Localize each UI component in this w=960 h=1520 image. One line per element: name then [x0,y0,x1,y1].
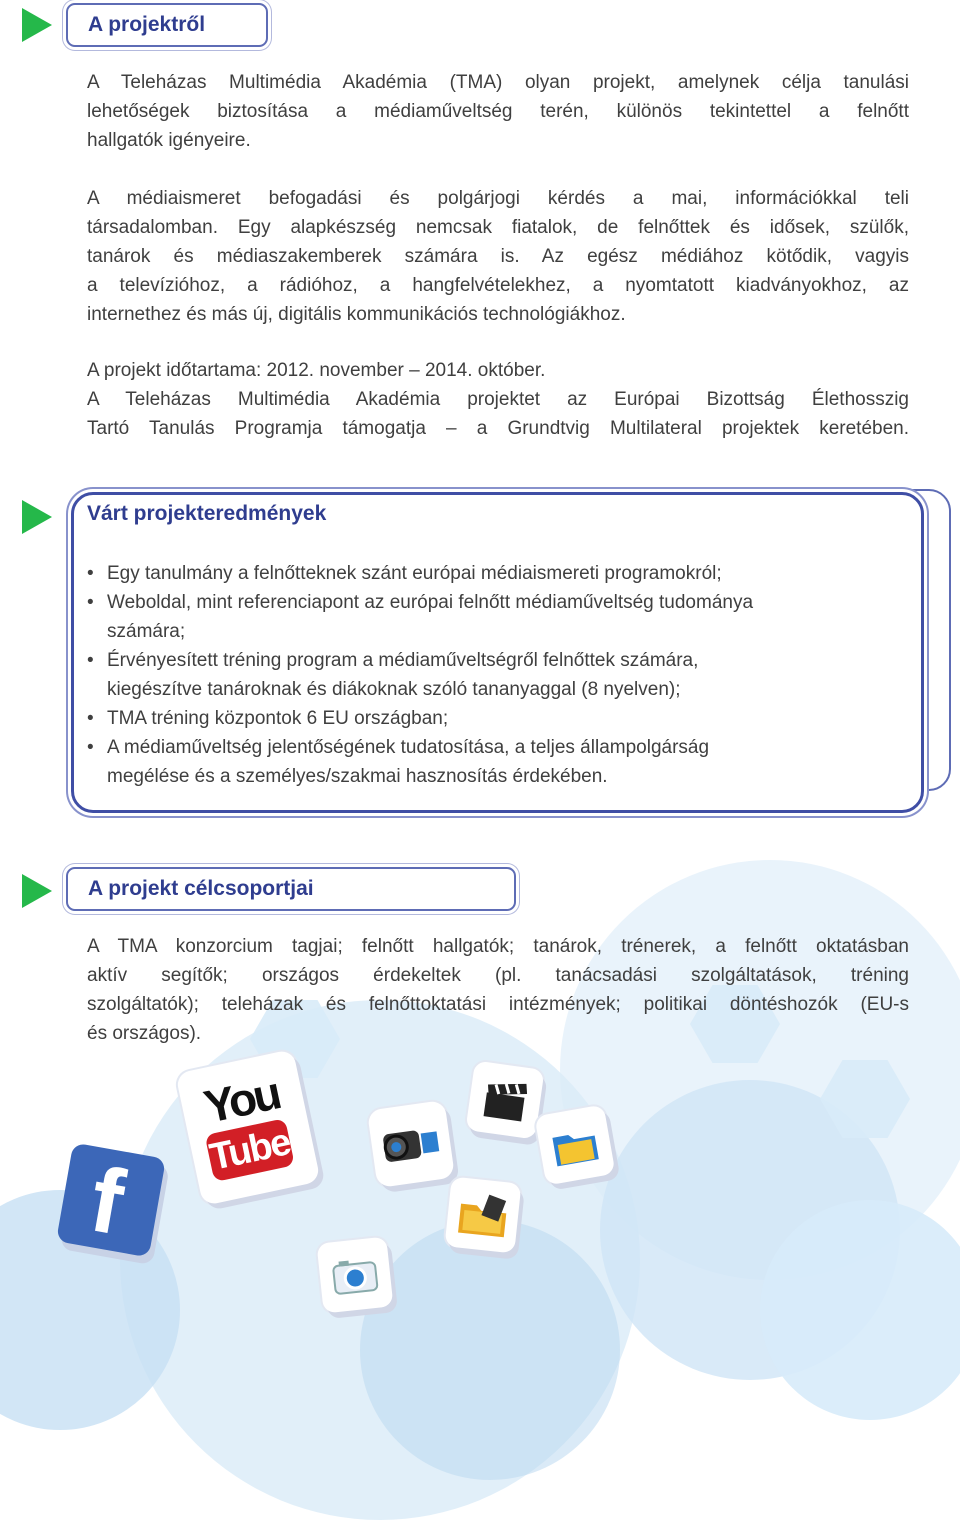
list-item [87,646,907,704]
text-line: A projekt időtartama: 2012. november – 2014. október. [87,360,546,381]
text-line: kiegészítve tanároknak és diákoknak szóló tananyaggal (8 nyelven); [107,679,681,700]
results-list [87,559,907,791]
text-line: • Weboldal, mint referenciapont az európai felnőtt médiaműveltség tudománya [107,592,754,613]
green-arrow-icon [22,8,52,42]
list-item [87,733,907,791]
duration-paragraph [87,356,909,443]
section-title: A projektről [88,13,206,36]
text-line: lehetőségek biztosítása a médiaműveltség terén, különös tekintettel a felnőtt [87,101,909,122]
green-arrow-icon [22,874,52,908]
media-paragraph [87,184,909,329]
target-groups-paragraph [87,932,909,1048]
text-line: Tartó Tanulás Programja támogatja – a Grundtvig Multilateral projektek keretében. [87,418,909,439]
text-line: A médiaismeret befogadási és polgárjogi kérdés a mai, információkkal teli [87,188,909,209]
folder-icon [534,1104,615,1185]
green-arrow-icon [22,500,52,534]
list-item [87,704,907,733]
youtube-tube-text: Tube [205,1118,295,1182]
text-line: • TMA tréning központok 6 EU országban; [107,708,449,729]
youtube-you-text: You [199,1066,284,1133]
background-bubble [760,1200,960,1420]
text-line: megélése és a személyes/szakmai hasznosítás érdekében. [107,766,608,787]
video-camera-icon [367,1100,455,1188]
text-line: aktív segítők; országos érdekeltek (pl. tanácsadási szolgáltatások, tréning [87,965,909,986]
text-line: szolgáltatók); teleházak és felnőttoktatási intézmények; politikai döntéshozók (EU-s [87,994,909,1015]
photo-camera-icon [317,1237,394,1314]
text-line: internethez és más új, digitális kommunikációs technológiákhoz. [87,304,626,325]
text-line: A Teleházas Multimédia Akadémia (TMA) olyan projekt, amelynek célja tanulási [87,72,909,93]
text-line: • Érvényesített tréning program a médiaműveltségről felnőttek számára, [107,650,699,671]
section-title: A projekt célcsoportjai [88,877,314,900]
facebook-icon [56,1143,166,1258]
text-line: A TMA konzorcium tagjai; felnőtt hallgatók; tanárok, trénerek, a felnőtt oktatásban [87,936,909,957]
text-line: és országos). [87,1023,202,1044]
text-line: tanárok és médiaszakemberek számára is. Az egész médiához kötődik, vagyis [87,246,909,267]
section-title: Várt projekteredmények [87,502,327,525]
text-line: • A médiaműveltség jelentőségének tudatosítása, a teljes állampolgárság [107,737,710,758]
facebook-letter: f [83,1148,131,1255]
clapperboard-icon [465,1060,544,1139]
intro-paragraph [87,68,909,155]
text-line: hallgatók igényeire. [87,130,251,151]
section-title-box [66,867,516,911]
text-line: a televízióhoz, a rádióhoz, a hangfelvételekhez, a nyomtatott kiadványokhoz, az [87,275,909,296]
text-line: társadalomban. Egy alapkészség nemcsak fiatalok, de felnőttek és idősek, szülők, [87,217,909,238]
list-item [87,559,907,588]
list-item [87,588,907,646]
background-bubble [360,1220,620,1480]
text-line: számára; [107,621,186,642]
text-line: • Egy tanulmány a felnőtteknek szánt európai médiaismereti programokról; [107,563,722,584]
film-folder-icon [445,1177,522,1254]
section-title-box [66,3,268,47]
text-line: A Teleházas Multimédia Akadémia projektet az Európai Bizottság Élethosszig [87,389,909,410]
